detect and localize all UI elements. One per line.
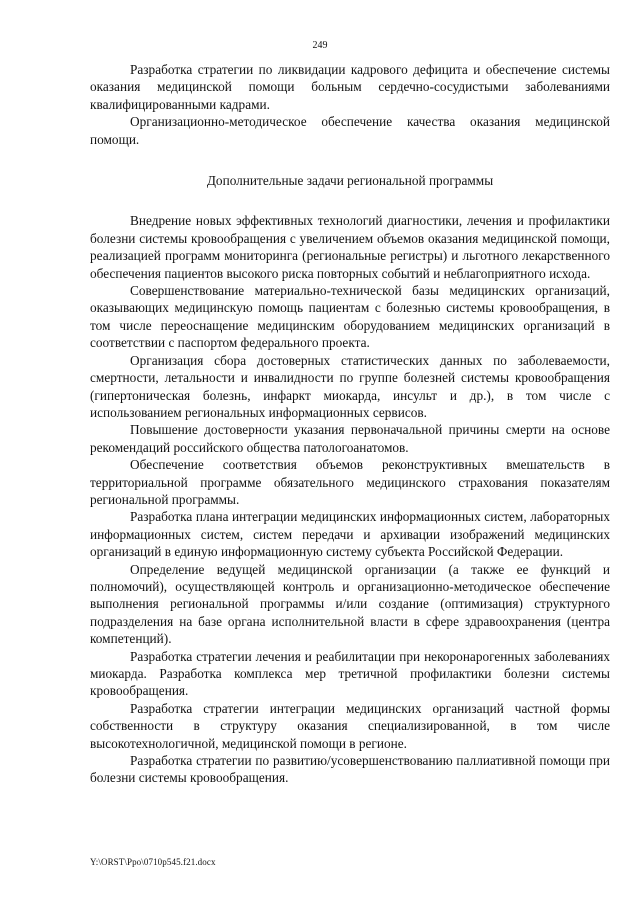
body-paragraph: Определение ведущей медицинской организации (а также ее функций и полномочий), осуществляющей контроль и организационно-методическое обеспечение выполнения региональной программы и/или создание (оптимизация) структурного подразделения на базе органа исполнительной власти в сфере здравоохранения (центра компетенций).	[90, 561, 610, 647]
body-paragraph: Повышение достоверности указания первоначальной причины смерти на основе рекомендаций российского общества патологоанатомов.	[90, 422, 610, 455]
body-paragraph: Обеспечение соответствия объемов реконструктивных вмешательств в территориальной программе обязательного медицинского страхования показателям региональной программы.	[90, 457, 610, 507]
body-paragraph: Внедрение новых эффективных технологий диагностики, лечения и профилактики болезни системы кровообращения с увеличением объемов оказания медицинской помощи, реализацией программ мониторинга (региональные регистры) и льготного лекарственного обеспечения пациентов высокого риска повторных событий и неблагоприятного исхода.	[90, 213, 610, 281]
intro-paragraph: Организационно-методическое обеспечение качества оказания медицинской помощи.	[90, 114, 610, 147]
body-paragraph: Разработка стратегии по развитию/усовершенствованию паллиативной помощи при болезни системы кровообращения.	[90, 753, 610, 786]
body-paragraph: Совершенствование материально-технической базы медицинских организаций, оказывающих медицинскую помощь пациентам с болезнью системы кровообращения, в том числе переоснащение медицинским оборудованием медицинских организаций в соответствии с паспортом федерального проекта.	[90, 283, 610, 351]
footer-file-path: Y:\ORST\Ppo\0710p545.f21.docx	[90, 857, 216, 867]
body-paragraph: Разработка стратегии интеграции медицинских организаций частной формы собственности в структуру оказания специализированной, в том числе высокотехнологичной, медицинской помощи в регионе.	[90, 700, 610, 751]
body-paragraph: Организация сбора достоверных статистических данных по заболеваемости, смертности, летальности и инвалидности по группе болезней системы кровообращения (гипертоническая болезнь, инфаркт миокарда, инсульт и др.), в том числе с использованием региональных информационных сервисов.	[90, 352, 610, 420]
intro-paragraph: Разработка стратегии по ликвидации кадрового дефицита и обеспечение системы оказания медицинской помощи больным сердечно-сосудистыми заболеваниями квалифицированными кадрами.	[90, 62, 610, 112]
body-paragraph: Разработка стратегии лечения и реабилитации при некоронарогенных заболеваниях миокарда. Разработка комплекса мер третичной профилактики болезни системы кровообращения.	[90, 648, 610, 699]
page-number: 249	[312, 40, 328, 51]
document-body	[90, 61, 610, 787]
section-heading: Дополнительные задачи региональной программы	[206, 173, 494, 189]
body-paragraph: Разработка плана интеграции медицинских информационных систем, лабораторных информационных систем, систем передачи и архивации изображений медицинских организаций в единую информационную систему субъекта Российской Федерации.	[90, 509, 610, 560]
